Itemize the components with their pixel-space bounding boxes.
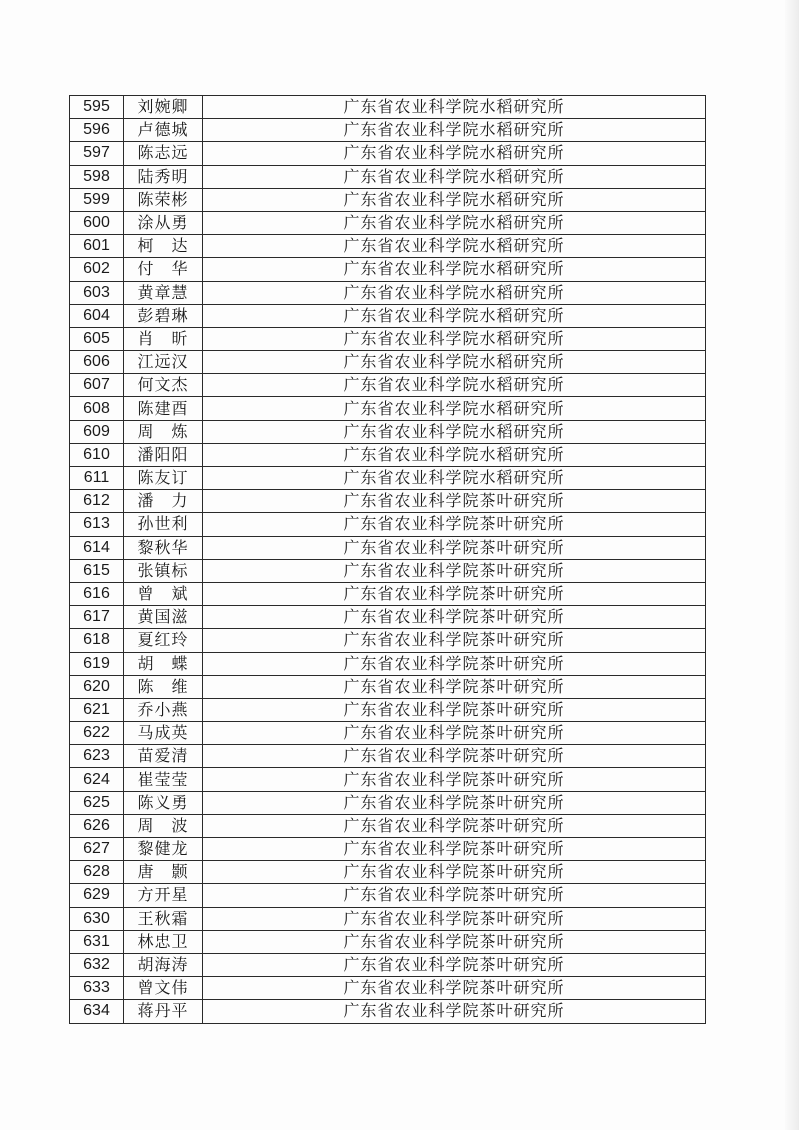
work-unit: 广东省农业科学院茶叶研究所 — [203, 930, 706, 953]
work-unit: 广东省农业科学院茶叶研究所 — [203, 791, 706, 814]
table-row — [70, 490, 706, 513]
table-row — [70, 351, 706, 374]
work-unit: 广东省农业科学院茶叶研究所 — [203, 953, 706, 976]
work-unit: 广东省农业科学院水稻研究所 — [203, 420, 706, 443]
table-row — [70, 930, 706, 953]
work-unit: 广东省农业科学院茶叶研究所 — [203, 884, 706, 907]
work-unit: 广东省农业科学院茶叶研究所 — [203, 838, 706, 861]
table-row — [70, 907, 706, 930]
table-row — [70, 977, 706, 1000]
person-name: 陈志远 — [124, 142, 203, 165]
row-number: 608 — [70, 397, 124, 420]
work-unit: 广东省农业科学院水稻研究所 — [203, 211, 706, 234]
person-name: 方开星 — [124, 884, 203, 907]
row-number: 627 — [70, 838, 124, 861]
row-number: 597 — [70, 142, 124, 165]
row-number: 595 — [70, 96, 124, 119]
table-row — [70, 397, 706, 420]
table-row — [70, 953, 706, 976]
person-name: 苗爱清 — [124, 745, 203, 768]
person-name: 张镇标 — [124, 559, 203, 582]
row-number: 612 — [70, 490, 124, 513]
person-name: 何文杰 — [124, 374, 203, 397]
person-name: 陈义勇 — [124, 791, 203, 814]
person-name: 潘阳阳 — [124, 443, 203, 466]
row-number: 616 — [70, 582, 124, 605]
row-number: 613 — [70, 513, 124, 536]
person-name: 黄章慧 — [124, 281, 203, 304]
work-unit: 广东省农业科学院茶叶研究所 — [203, 652, 706, 675]
row-number: 633 — [70, 977, 124, 1000]
work-unit: 广东省农业科学院茶叶研究所 — [203, 606, 706, 629]
work-unit: 广东省农业科学院水稻研究所 — [203, 165, 706, 188]
work-unit: 广东省农业科学院水稻研究所 — [203, 351, 706, 374]
table-row — [70, 119, 706, 142]
person-name: 付 华 — [124, 258, 203, 281]
person-name: 江远汉 — [124, 351, 203, 374]
table-row — [70, 96, 706, 119]
table-row — [70, 281, 706, 304]
work-unit: 广东省农业科学院水稻研究所 — [203, 96, 706, 119]
table-row — [70, 374, 706, 397]
person-name: 周 波 — [124, 814, 203, 837]
table-row — [70, 768, 706, 791]
table-row — [70, 443, 706, 466]
row-number: 614 — [70, 536, 124, 559]
row-number: 603 — [70, 281, 124, 304]
work-unit: 广东省农业科学院水稻研究所 — [203, 443, 706, 466]
person-name: 潘 力 — [124, 490, 203, 513]
row-number: 607 — [70, 374, 124, 397]
person-name: 胡 蝶 — [124, 652, 203, 675]
work-unit: 广东省农业科学院茶叶研究所 — [203, 675, 706, 698]
row-number: 630 — [70, 907, 124, 930]
table-row — [70, 838, 706, 861]
row-number: 601 — [70, 235, 124, 258]
row-number: 632 — [70, 953, 124, 976]
work-unit: 广东省农业科学院水稻研究所 — [203, 397, 706, 420]
work-unit: 广东省农业科学院茶叶研究所 — [203, 513, 706, 536]
person-name: 马成英 — [124, 722, 203, 745]
work-unit: 广东省农业科学院茶叶研究所 — [203, 814, 706, 837]
work-unit: 广东省农业科学院茶叶研究所 — [203, 629, 706, 652]
table-row — [70, 165, 706, 188]
work-unit: 广东省农业科学院茶叶研究所 — [203, 559, 706, 582]
table-row — [70, 814, 706, 837]
person-name: 孙世利 — [124, 513, 203, 536]
work-unit: 广东省农业科学院茶叶研究所 — [203, 582, 706, 605]
table-row — [70, 188, 706, 211]
row-number: 615 — [70, 559, 124, 582]
table-row — [70, 327, 706, 350]
table-row — [70, 467, 706, 490]
work-unit: 广东省农业科学院茶叶研究所 — [203, 722, 706, 745]
table-row — [70, 142, 706, 165]
person-name: 唐 颢 — [124, 861, 203, 884]
person-name: 胡海涛 — [124, 953, 203, 976]
table-row — [70, 235, 706, 258]
work-unit: 广东省农业科学院茶叶研究所 — [203, 768, 706, 791]
table-row — [70, 304, 706, 327]
row-number: 600 — [70, 211, 124, 234]
person-name: 陈友订 — [124, 467, 203, 490]
row-number: 606 — [70, 351, 124, 374]
table-row — [70, 420, 706, 443]
person-name: 周 炼 — [124, 420, 203, 443]
person-name: 陈荣彬 — [124, 188, 203, 211]
person-name: 肖 昕 — [124, 327, 203, 350]
person-name: 黄国滋 — [124, 606, 203, 629]
work-unit: 广东省农业科学院茶叶研究所 — [203, 536, 706, 559]
work-unit: 广东省农业科学院茶叶研究所 — [203, 490, 706, 513]
row-number: 625 — [70, 791, 124, 814]
work-unit: 广东省农业科学院茶叶研究所 — [203, 861, 706, 884]
row-number: 634 — [70, 1000, 124, 1023]
table-row — [70, 258, 706, 281]
row-number: 617 — [70, 606, 124, 629]
table-row — [70, 513, 706, 536]
work-unit: 广东省农业科学院茶叶研究所 — [203, 1000, 706, 1023]
roster-table-body — [70, 96, 706, 1024]
row-number: 624 — [70, 768, 124, 791]
page-edge-shadow — [785, 0, 799, 1130]
row-number: 620 — [70, 675, 124, 698]
row-number: 605 — [70, 327, 124, 350]
table-row — [70, 861, 706, 884]
table-row — [70, 884, 706, 907]
table-row — [70, 791, 706, 814]
work-unit: 广东省农业科学院水稻研究所 — [203, 327, 706, 350]
person-name: 曾 斌 — [124, 582, 203, 605]
table-row — [70, 536, 706, 559]
row-number: 610 — [70, 443, 124, 466]
row-number: 598 — [70, 165, 124, 188]
person-name: 陆秀明 — [124, 165, 203, 188]
work-unit: 广东省农业科学院水稻研究所 — [203, 258, 706, 281]
person-name: 曾文伟 — [124, 977, 203, 1000]
work-unit: 广东省农业科学院水稻研究所 — [203, 467, 706, 490]
work-unit: 广东省农业科学院茶叶研究所 — [203, 977, 706, 1000]
person-name: 彭碧琳 — [124, 304, 203, 327]
table-row — [70, 559, 706, 582]
row-number: 629 — [70, 884, 124, 907]
person-name: 卢德城 — [124, 119, 203, 142]
person-name: 柯 达 — [124, 235, 203, 258]
table-row — [70, 652, 706, 675]
person-name: 陈建酉 — [124, 397, 203, 420]
person-name: 乔小燕 — [124, 698, 203, 721]
work-unit: 广东省农业科学院茶叶研究所 — [203, 698, 706, 721]
row-number: 618 — [70, 629, 124, 652]
work-unit: 广东省农业科学院水稻研究所 — [203, 142, 706, 165]
work-unit: 广东省农业科学院水稻研究所 — [203, 235, 706, 258]
work-unit: 广东省农业科学院水稻研究所 — [203, 281, 706, 304]
row-number: 596 — [70, 119, 124, 142]
person-name: 王秋霜 — [124, 907, 203, 930]
row-number: 599 — [70, 188, 124, 211]
table-row — [70, 722, 706, 745]
person-name: 刘婉卿 — [124, 96, 203, 119]
row-number: 604 — [70, 304, 124, 327]
row-number: 609 — [70, 420, 124, 443]
table-row — [70, 606, 706, 629]
work-unit: 广东省农业科学院茶叶研究所 — [203, 907, 706, 930]
person-name: 夏红玲 — [124, 629, 203, 652]
row-number: 628 — [70, 861, 124, 884]
person-name: 黎健龙 — [124, 838, 203, 861]
table-row — [70, 745, 706, 768]
person-name: 黎秋华 — [124, 536, 203, 559]
row-number: 621 — [70, 698, 124, 721]
person-name: 崔莹莹 — [124, 768, 203, 791]
row-number: 623 — [70, 745, 124, 768]
row-number: 626 — [70, 814, 124, 837]
table-row — [70, 698, 706, 721]
work-unit: 广东省农业科学院水稻研究所 — [203, 304, 706, 327]
person-name: 陈 维 — [124, 675, 203, 698]
table-row — [70, 211, 706, 234]
person-name: 涂从勇 — [124, 211, 203, 234]
row-number: 622 — [70, 722, 124, 745]
table-row — [70, 1000, 706, 1023]
work-unit: 广东省农业科学院水稻研究所 — [203, 374, 706, 397]
work-unit: 广东省农业科学院水稻研究所 — [203, 119, 706, 142]
work-unit: 广东省农业科学院水稻研究所 — [203, 188, 706, 211]
work-unit: 广东省农业科学院茶叶研究所 — [203, 745, 706, 768]
table-row — [70, 629, 706, 652]
person-name: 林忠卫 — [124, 930, 203, 953]
table-row — [70, 675, 706, 698]
roster-table — [69, 95, 706, 1024]
row-number: 611 — [70, 467, 124, 490]
table-row — [70, 582, 706, 605]
row-number: 619 — [70, 652, 124, 675]
row-number: 602 — [70, 258, 124, 281]
person-name: 蒋丹平 — [124, 1000, 203, 1023]
row-number: 631 — [70, 930, 124, 953]
